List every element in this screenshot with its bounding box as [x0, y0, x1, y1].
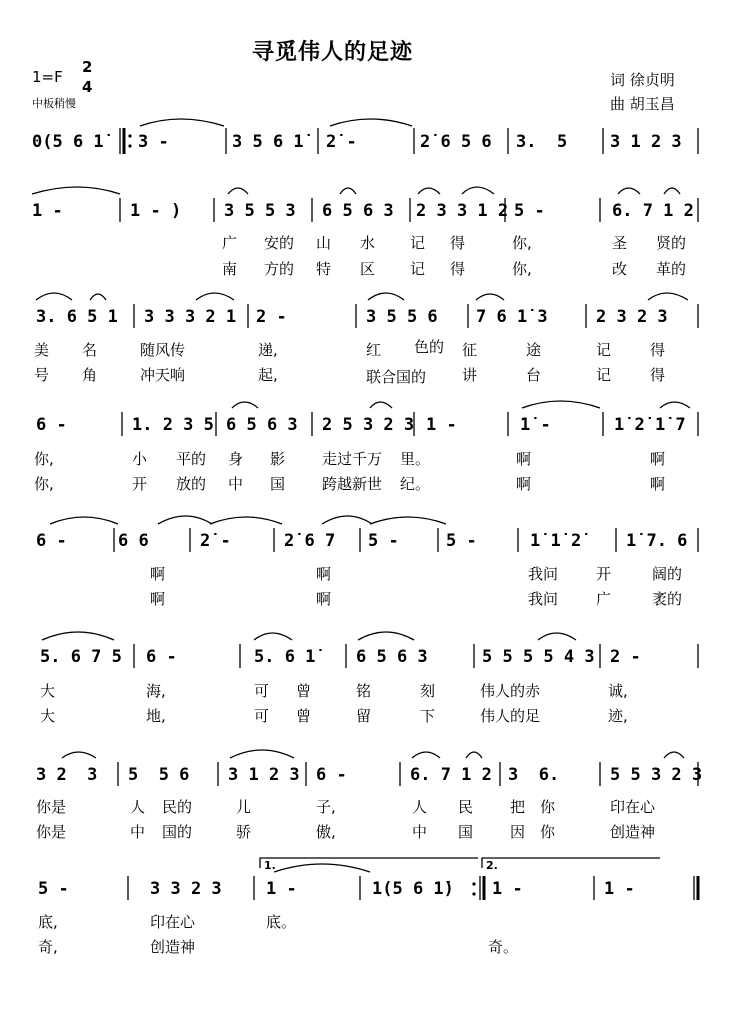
row2-v1-lyric: 圣	[612, 234, 628, 252]
row5-bar7: 1̇ 1̇ 2̇	[530, 531, 582, 551]
row4-v2-lyric: 中	[228, 475, 244, 493]
row1-bar7: 3 1 2 3	[610, 132, 682, 152]
row7-v1-lyric: 人	[412, 798, 428, 816]
row2-v1-lyric: 水	[360, 234, 376, 252]
row6-v2-lyric: 下	[420, 707, 436, 725]
row2-v1-lyric: 山	[316, 234, 332, 252]
row5-v2-lyric: 啊	[316, 590, 332, 608]
row1-bar5: 2̇ 6 5 6	[420, 132, 492, 152]
row8-bar2: 3 3 2 3	[150, 879, 222, 899]
row6-v1-lyric: 大	[40, 682, 56, 700]
row2-v2-lyric: 记	[410, 260, 426, 278]
row5-v1-lyric: 开	[596, 565, 612, 583]
row6-v1-lyric: 刻	[420, 682, 436, 700]
row4-v1-lyric: 你,	[34, 450, 54, 468]
row4-bar3: 6 5 6 3	[226, 415, 298, 435]
row2-v1-lyric: 得	[450, 234, 466, 252]
row4-v2-lyric: 国	[270, 475, 286, 493]
row7-v1-lyric: 儿	[236, 798, 252, 816]
row3-v1-lyric: 色的	[414, 338, 445, 356]
row8-v2-lyric: 奇。	[488, 938, 519, 956]
row6-bar4: 6 5 6 3	[356, 647, 428, 667]
row4-v1-lyric: 影	[270, 450, 286, 468]
row7-v1-lyric: 你是	[36, 798, 67, 816]
row6-v1-lyric: 海,	[146, 682, 166, 700]
row4-bar2: 1. 2 3 5	[132, 415, 214, 435]
row6-bar5: 5 5 5 5 4 3	[482, 647, 595, 667]
row3-bar6: 2 3 2 3	[596, 307, 668, 327]
row3-v1-lyric: 递,	[258, 341, 278, 359]
row6-v2-lyric: 留	[356, 707, 372, 725]
row5-v2-lyric: 袤的	[652, 590, 683, 608]
row3-v1-lyric: 途	[526, 341, 542, 359]
row3-v2-lyric: 角	[82, 366, 98, 384]
row7-v2-lyric: 你是	[36, 823, 67, 841]
row6-bar3: 5. 6 1̇	[254, 647, 316, 667]
song-title: 寻觅伟人的足迹	[252, 40, 414, 65]
row8-bar4: 1(5 6 1̇)	[372, 879, 454, 899]
row2-v1-lyric: 贤的	[656, 234, 687, 252]
row4-v2-lyric: 开	[132, 475, 148, 493]
row2-v2-lyric: 特	[316, 260, 332, 278]
row3-v2-lyric: 起,	[258, 366, 278, 384]
row3-bar5: 7 6 1̇ 3	[476, 307, 548, 327]
row5-bar5: 5 -	[368, 531, 399, 551]
row4-bar5: 1 -	[426, 415, 457, 435]
row6-bar2: 6 -	[146, 647, 177, 667]
row8-bar1: 5 -	[38, 879, 69, 899]
row8-v1-lyric: 底。	[266, 913, 297, 931]
row2-v2-lyric: 改	[612, 260, 628, 278]
row3-v1-lyric: 征	[462, 341, 478, 359]
row7-v2-lyric: 国	[458, 823, 474, 841]
row2-bar6: 5 -	[514, 201, 545, 221]
volta-1-label: 1.	[264, 859, 276, 872]
row4-v1-lyric: 身	[228, 450, 244, 468]
row5-v1-lyric: 啊	[316, 565, 332, 583]
row5-v1-lyric: 啊	[150, 565, 166, 583]
row3-bar4: 3 5 5 6	[366, 307, 438, 327]
row7-v1-lyric: 你	[540, 798, 556, 816]
row4-v2-lyric: 放的	[176, 475, 207, 493]
row7-v2-lyric: 骄	[236, 823, 252, 841]
row1-bar4: 2̇ -	[326, 132, 357, 152]
row6-v1-lyric: 可	[254, 682, 270, 700]
row3-v2-lyric: 号	[34, 366, 50, 384]
row5-v2-lyric: 广	[596, 590, 612, 608]
row1-bar2: 3 -	[138, 132, 169, 152]
row7-v2-lyric: 创造神	[610, 823, 656, 841]
time-signature-numerator: 2	[82, 58, 93, 76]
row4-v1-lyric: 走过千万	[322, 450, 383, 468]
row8-bar6: 1 -	[604, 879, 635, 899]
row7-v2-lyric: 你	[540, 823, 556, 841]
row4-v2-lyric: 跨越新世	[322, 475, 383, 493]
row6-v2-lyric: 迹,	[608, 707, 628, 725]
row7-bar6: 3 6.	[508, 765, 560, 785]
row2-bar7: 6. 7 1 2	[612, 201, 694, 221]
row7-bar3: 3 1 2 3	[228, 765, 300, 785]
row7-bar2: 5 5 6	[128, 765, 190, 785]
time-signature-denominator: 4	[82, 78, 93, 96]
row2-bar1: 1 -	[32, 201, 63, 221]
row7-bar1: 3 2 3	[36, 765, 98, 785]
row8-bar3: 1 -	[266, 879, 297, 899]
row2-bar3: 3 5 5 3	[224, 201, 296, 221]
row3-v1-lyric: 得	[650, 341, 666, 359]
row3-v2-lyric: 记	[596, 366, 612, 384]
row7-v1-lyric: 民的	[162, 798, 193, 816]
row7-v1-lyric: 民	[458, 798, 474, 816]
row4-v1-lyric: 啊	[516, 450, 532, 468]
row5-v1-lyric: 阔的	[652, 565, 683, 583]
row7-v2-lyric: 中	[412, 823, 428, 841]
row4-bar4: 2 5 3 2 3	[322, 415, 415, 435]
row1-bar1: 0(5 6 1̇	[32, 132, 104, 152]
row6-bar6: 2 -	[610, 647, 641, 667]
row5-v2-lyric: 我问	[528, 590, 559, 608]
row2-v1-lyric: 安的	[264, 234, 295, 252]
row4-bar7: 1̇ 2̇ 1̇ 7	[614, 415, 686, 435]
row2-v2-lyric: 革的	[656, 260, 687, 278]
composer-credit: 曲 胡玉昌	[610, 95, 675, 113]
volta-2-label: 2.	[486, 859, 498, 872]
row5-v2-lyric: 啊	[150, 590, 166, 608]
row3-v2-lyric: 联合国的	[366, 368, 427, 386]
row5-bar3: 2̇ -	[200, 531, 231, 551]
row3-v2-lyric: 讲	[462, 366, 478, 384]
row5-bar1: 6 -	[36, 531, 67, 551]
row6-v1-lyric: 曾	[296, 682, 312, 700]
row4-v2-lyric: 啊	[516, 475, 532, 493]
row4-v2-lyric: 纪。	[400, 475, 431, 493]
row2-v2-lyric: 得	[450, 260, 466, 278]
row7-v1-lyric: 印在心	[610, 798, 656, 816]
row6-v1-lyric: 诚,	[608, 682, 628, 700]
row4-bar6: 1̇ -	[520, 415, 551, 435]
row6-v2-lyric: 地,	[146, 707, 166, 725]
row4-v1-lyric: 平的	[176, 450, 207, 468]
row2-v1-lyric: 记	[410, 234, 426, 252]
row3-bar2: 3 3 3 2 1	[144, 307, 237, 327]
row3-v1-lyric: 随风传	[140, 341, 186, 359]
row3-v2-lyric: 得	[650, 366, 666, 384]
row6-v1-lyric: 铭	[356, 682, 372, 700]
row3-v2-lyric: 台	[526, 366, 542, 384]
row7-bar4: 6 -	[316, 765, 347, 785]
row7-v1-lyric: 把	[510, 798, 526, 816]
row6-v1-lyric: 伟人的赤	[480, 682, 541, 700]
row2-v1-lyric: 你,	[512, 234, 532, 252]
row3-bar1: 3. 6 5 1	[36, 307, 118, 327]
row4-v1-lyric: 里。	[400, 450, 431, 468]
row7-v2-lyric: 因	[510, 823, 526, 841]
row4-bar1: 6 -	[36, 415, 67, 435]
row8-v2-lyric: 奇,	[38, 938, 58, 956]
row7-v1-lyric: 子,	[316, 798, 336, 816]
row6-v2-lyric: 伟人的足	[480, 707, 541, 725]
row6-v2-lyric: 可	[254, 707, 270, 725]
row8-v1-lyric: 底,	[38, 913, 58, 931]
row7-bar5: 6. 7 1 2	[410, 765, 492, 785]
row2-v2-lyric: 南	[222, 260, 238, 278]
row1-bar3: 3 5 6 1̇	[232, 132, 304, 152]
lyricist-credit: 词 徐贞明	[610, 71, 675, 89]
row5-bar6: 5 -	[446, 531, 477, 551]
row7-v1-lyric: 人	[130, 798, 146, 816]
row2-bar4: 6 5 6 3	[322, 201, 394, 221]
row5-v1-lyric: 我问	[528, 565, 559, 583]
row8-v2-lyric: 创造神	[150, 938, 196, 956]
row3-v1-lyric: 红	[366, 341, 382, 359]
row5-bar2: 6 6	[118, 531, 149, 551]
row3-v1-lyric: 名	[82, 341, 98, 359]
row8-bar5: 1 -	[492, 879, 523, 899]
row3-v1-lyric: 记	[596, 341, 612, 359]
row7-v2-lyric: 中	[130, 823, 146, 841]
row7-v2-lyric: 傲,	[316, 823, 336, 841]
row6-bar1: 5. 6 7 5	[40, 647, 122, 667]
row7-bar7: 5 5 3 2 3	[610, 765, 703, 785]
row6-v2-lyric: 曾	[296, 707, 312, 725]
row2-v1-lyric: 广	[222, 234, 238, 252]
row8-v1-lyric: 印在心	[150, 913, 196, 931]
row2-v2-lyric: 区	[360, 260, 376, 278]
row1-bar6: 3. 5	[516, 132, 568, 152]
row7-v2-lyric: 国的	[162, 823, 193, 841]
row3-v1-lyric: 美	[34, 341, 50, 359]
row4-v2-lyric: 啊	[650, 475, 666, 493]
row4-v1-lyric: 啊	[650, 450, 666, 468]
row4-v1-lyric: 小	[132, 450, 148, 468]
key-signature: 1=F	[32, 68, 63, 86]
row4-v2-lyric: 你,	[34, 475, 54, 493]
row6-v2-lyric: 大	[40, 707, 56, 725]
row5-bar8: 1̇ 7. 6	[626, 531, 688, 551]
row2-v2-lyric: 你,	[512, 260, 532, 278]
tempo-marking: 中板稍慢	[32, 97, 76, 110]
row2-v2-lyric: 方的	[264, 260, 295, 278]
row2-bar2: 1 - )	[130, 201, 182, 221]
row3-bar3: 2 -	[256, 307, 287, 327]
row3-v2-lyric: 冲天响	[140, 366, 186, 384]
row2-bar5: 2 3 3 1 2	[416, 201, 509, 221]
row5-bar4: 2̇ 6 7	[284, 531, 336, 551]
